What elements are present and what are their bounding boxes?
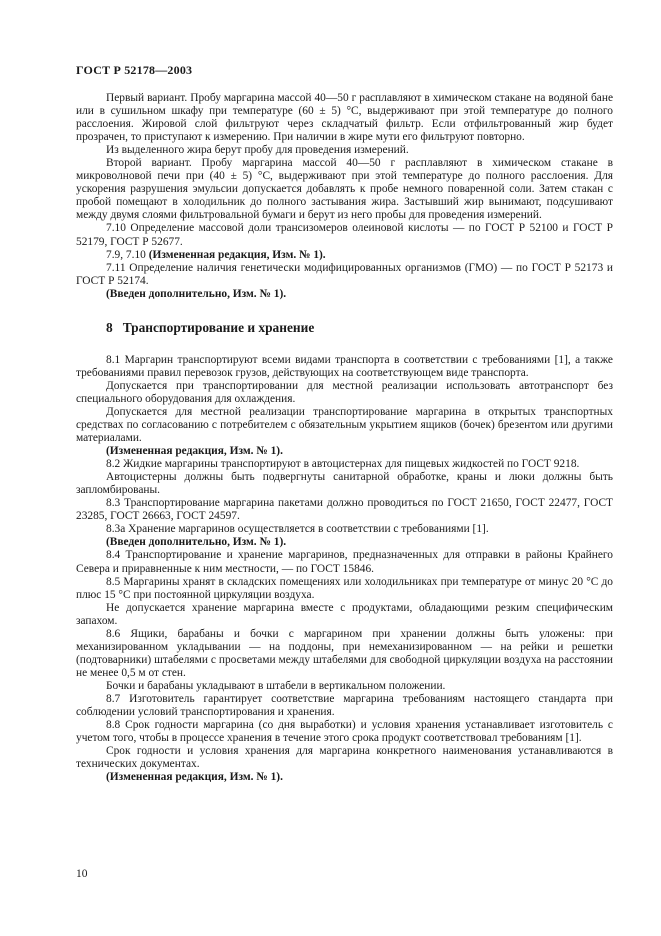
paragraph: 8.2 Жидкие маргарины транспортируют в автоцистернах для пищевых жидкостей по ГОСТ 9218. (106, 458, 580, 471)
page-number: 10 (76, 868, 88, 880)
amendment-note: (Измененная редакция, Изм. № 1). (106, 445, 283, 458)
paragraph: Допускается при транспортировании для местной реализации использовать автотранспорт без специального оборудования для охлаждения. (76, 379, 613, 405)
paragraph: Автоцистерны должны быть подвергнуты санитарной обработке, краны и люки должны быть запломбированы. (76, 471, 613, 497)
paragraph: 8.3 Транспортирование маргарина пакетами должно проводиться по ГОСТ 21650, ГОСТ 22477, ГОСТ 23285, ГОСТ 26663, ГОСТ 24597. (76, 497, 613, 523)
paragraph: 8.5 Маргарины хранят в складских помещениях или холодильниках при температуре от минус 20 °С до плюс 15 °С при постоянной циркуляции воздуха. (76, 575, 613, 601)
paragraph: Бочки и барабаны укладывают в штабели в вертикальном положении. (106, 679, 446, 692)
paragraph: Не допускается хранение маргарина вместе с продуктами, обладающими резким специфическим запахом. (76, 601, 613, 627)
paragraph: Из выделенного жира берут пробу для проведения измерений. (106, 144, 409, 157)
paragraph: 8.3а Хранение маргаринов осуществляется в соответствии с требованиями [1]. (106, 523, 489, 536)
amendment-note: (Введен дополнительно, Изм. № 1). (106, 287, 287, 300)
paragraph: 7.10 Определение массовой доли трансизомеров олеиновой кислоты — по ГОСТ Р 52100 и ГОСТ Р 52179, ГОСТ Р 52677. (76, 222, 613, 248)
paragraph: 8.7 Изготовитель гарантирует соответствие маргарина требованиям настоящего стандарта при соблюдении условий транспортирования и хранения. (76, 692, 613, 719)
paragraph: Второй вариант. Пробу маргарина массой 40—50 г расплавляют в химическом стакане в микроволновой печи при (40 ± 5) °С, выдерживают при этой температуре до полного расслоения. Для ускорения разрушения эмульсии допускается добавлять к пробе немного поваренной соли. Затем стакан с пробой помещают в холодильник до полного застывания жира. Застывший жир вынимают, подсушивают между двумя слоями фильтровальной бумаги и берут из него пробы для проведения измерений. (76, 157, 613, 222)
section-heading (106, 320, 613, 336)
clause-ref: 7.9, 7.10 (106, 248, 149, 261)
paragraph: 8.8 Срок годности маргарина (со дня выработки) и условия хранения устанавливает изготовитель с учетом того, чтобы в процессе хранения в течение этого срока продукт соответствовал требованиям [1]. (76, 719, 613, 745)
document-body (76, 92, 613, 784)
paragraph: 8.1 Маргарин транспортируют всеми видами транспорта в соответствии с требованиями [1], а также требованиями правил перевозок грузов, действующих на соответствующем виде транспорта. (76, 353, 613, 379)
amendment-note: (Введен дополнительно, Изм. № 1). (106, 536, 287, 549)
paragraph-mixed (76, 249, 613, 262)
page-header: ГОСТ Р 52178—2003 (76, 63, 193, 77)
section-title: Транспортирование и хранение (122, 319, 315, 335)
paragraph: Допускается для местной реализации транспортирование маргарина в открытых транспортных средствах по согласованию с потребителем с обязательным укрытием ящиков (бочек) брезентом или другими материалами. (76, 405, 613, 445)
paragraph: 8.4 Транспортирование и хранение маргаринов, предназначенных для отправки в районы Крайнего Севера и приравненные к ним местности, — по ГОСТ 15846. (76, 549, 613, 575)
amendment-note: (Измененная редакция, Изм. № 1). (148, 248, 326, 261)
paragraph: 7.11 Определение наличия генетически модифицированных организмов (ГМО) — по ГОСТ Р 52173 и ГОСТ Р 52174. (76, 261, 613, 287)
paragraph: Срок годности и условия хранения для маргарина конкретного наименования устанавливаются в технических документах. (76, 745, 613, 771)
paragraph: 8.6 Ящики, барабаны и бочки с маргарином при хранении должны быть уложены: при механизированном укладывании — на поддоны, при немеханизированном — на рейки и решетки (подтоварники) штабелями с просветами между штабелями для свободной циркуляции воздуха на расстоянии не менее 0,5 м от стен. (76, 627, 613, 679)
section-number: 8 (106, 319, 113, 335)
amendment-note: (Измененная редакция, Изм. № 1). (106, 771, 283, 784)
paragraph: Первый вариант. Пробу маргарина массой 40—50 г расплавляют в химическом стакане на водяной бане или в сушильном шкафу при температуре (60 ± 5) °С, выдерживают при этой температуре до полного расслоения. Жировой слой фильтруют через складчатый фильтр. Если отфильтрованный жир будет прозрачен, то приступают к измерению. При наличии в жире мути его фильтруют повторно. (76, 92, 613, 144)
